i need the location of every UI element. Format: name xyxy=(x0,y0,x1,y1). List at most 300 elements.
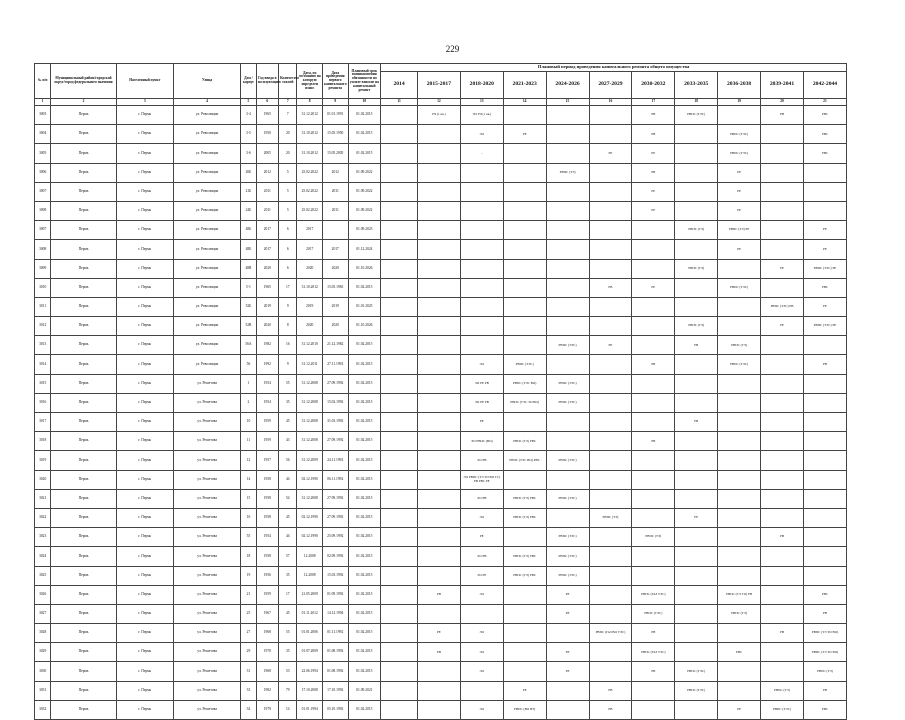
municipality-cell: Пермь xyxy=(51,624,116,643)
planned-work-cell xyxy=(803,413,846,432)
header-cell: Дом / корпус xyxy=(241,64,256,99)
planned-work-cell xyxy=(632,547,675,566)
build-year-cell: 1959 xyxy=(256,432,278,451)
build-year-cell: 2011 xyxy=(256,201,278,220)
settlement-cell: г. Пермь xyxy=(116,163,173,182)
planned-work-cell xyxy=(503,297,546,316)
planned-work-cell: РВ xyxy=(632,163,675,182)
build-year-cell: 1959 xyxy=(256,413,278,432)
build-year-cell: 2012 xyxy=(256,163,278,182)
planned-work-cell: РВС xyxy=(803,106,846,125)
planned-work-cell xyxy=(803,528,846,547)
house-cell: 12 xyxy=(241,451,256,470)
municipality-cell: Пермь xyxy=(51,528,116,547)
build-year-cell: 1965 xyxy=(256,106,278,125)
floors-cell: 44 xyxy=(279,528,297,547)
planned-work-cell xyxy=(503,624,546,643)
planned-work-cell xyxy=(718,451,761,470)
street-cell: ул. Решетова xyxy=(173,700,240,719)
year-header: 2042-2044 xyxy=(803,72,846,99)
municipality-cell: Пермь xyxy=(51,355,116,374)
column-number: 21 xyxy=(803,99,846,106)
year-header: 2033-2035 xyxy=(675,72,718,99)
planned-work-cell: РВПС (ТЭС ВО) РВС xyxy=(503,451,546,470)
build-year-cell: 1968 xyxy=(256,662,278,681)
floors-cell: 5 xyxy=(279,163,297,182)
planned-work-cell xyxy=(417,163,460,182)
house-cell: 14 xyxy=(241,470,256,489)
year-header: 2039-2041 xyxy=(761,72,804,99)
planned-work-cell xyxy=(460,240,503,259)
planned-work-cell: РВ xyxy=(632,662,675,681)
floors-cell: 43 xyxy=(279,432,297,451)
planned-work-cell: РВПС (ТЭ) xyxy=(546,163,589,182)
wear-date-cell: 2017 xyxy=(297,240,323,259)
planned-work-cell xyxy=(675,163,718,182)
planned-work-cell: ЭО РВПС (ВО) xyxy=(460,432,503,451)
street-cell: ул. Решетова xyxy=(173,547,240,566)
row-number: 3021 xyxy=(35,489,51,508)
contribution-date-cell: 01.02.2015 xyxy=(348,528,381,547)
wear-date-cell: 31.12.2008 xyxy=(297,432,323,451)
contribution-date-cell: 01.02.2015 xyxy=(348,106,381,125)
municipality-cell: Пермь xyxy=(51,508,116,527)
wear-date-cell: 2017 xyxy=(297,221,323,240)
planned-work-cell xyxy=(381,489,418,508)
planned-work-cell xyxy=(718,432,761,451)
planned-work-cell: РЕ xyxy=(632,144,675,163)
planned-work-cell xyxy=(761,355,804,374)
planned-work-cell: ЭО xyxy=(460,662,503,681)
header-cell: Населенный пункт xyxy=(116,64,173,99)
row-number: 3008 xyxy=(35,240,51,259)
contribution-date-cell: 01.09.2022 xyxy=(348,163,381,182)
settlement-cell: г. Пермь xyxy=(116,432,173,451)
house-cell: 19 xyxy=(241,566,256,585)
floors-cell: 53 xyxy=(279,662,297,681)
first-repair-date-cell: 01.01.1991 xyxy=(322,106,348,125)
planned-work-cell xyxy=(718,489,761,508)
floors-cell: 54 xyxy=(279,489,297,508)
planned-work-cell xyxy=(417,547,460,566)
table-row xyxy=(35,317,847,336)
planned-work-cell xyxy=(761,566,804,585)
planned-work-cell: РВПС (ТЭС) xyxy=(718,355,761,374)
planned-work-cell: РВС xyxy=(803,585,846,604)
house-cell: 33 xyxy=(241,681,256,700)
build-year-cell: 1959 xyxy=(256,585,278,604)
planned-work-cell: РЕ xyxy=(718,163,761,182)
planned-work-cell: РЕ xyxy=(546,643,589,662)
build-year-cell: 1958 xyxy=(256,470,278,489)
table-row xyxy=(35,240,847,259)
wear-date-cell: 31.12.2012 xyxy=(297,106,323,125)
planned-work-cell: РВПС (ТЭ) xyxy=(632,528,675,547)
build-year-cell: 1957 xyxy=(256,451,278,470)
header-cell: Дата, по состоянию на которую определен износ xyxy=(297,64,323,99)
planned-work-cell xyxy=(761,278,804,297)
planned-work-cell xyxy=(546,259,589,278)
column-number: 10 xyxy=(348,99,381,106)
planned-work-cell xyxy=(546,144,589,163)
column-number: 7 xyxy=(279,99,297,106)
row-number: 3005 xyxy=(35,144,51,163)
row-number: 3013 xyxy=(35,336,51,355)
municipality-cell: Пермь xyxy=(51,163,116,182)
planned-work-cell xyxy=(503,182,546,201)
contribution-date-cell: 01.02.2015 xyxy=(348,566,381,585)
planned-work-cell xyxy=(718,624,761,643)
floors-cell: 45 xyxy=(279,604,297,623)
planned-work-cell xyxy=(589,547,632,566)
floors-cell: 17 xyxy=(279,585,297,604)
planned-work-cell xyxy=(381,182,418,201)
build-year-cell: 1965 xyxy=(256,278,278,297)
planned-work-cell xyxy=(632,336,675,355)
contribution-date-cell: 01.10.2026 xyxy=(348,259,381,278)
planned-work-cell: РЕ xyxy=(589,336,632,355)
planned-work-cell xyxy=(761,547,804,566)
planned-work-cell: РВПС (ГАЗ ТЭС) xyxy=(632,585,675,604)
planned-work-cell xyxy=(632,393,675,412)
planned-work-cell xyxy=(381,240,418,259)
planned-work-cell xyxy=(546,106,589,125)
planned-work-cell: РВПС (ТЭС) xyxy=(503,355,546,374)
planned-work-cell: РВПС (ВО ВТ) xyxy=(503,700,546,719)
planned-work-cell: РВПС (ТЭС) РЕ xyxy=(803,317,846,336)
planned-work-cell: РВПС (ТЭС) xyxy=(546,547,589,566)
planned-work-cell: РВ xyxy=(803,604,846,623)
contribution-date-cell: 01.09.2022 xyxy=(348,182,381,201)
settlement-cell: г. Пермь xyxy=(116,240,173,259)
planned-work-cell: РЕ xyxy=(803,240,846,259)
first-repair-date-cell: 15.05.2005 xyxy=(322,144,348,163)
table-row xyxy=(35,432,847,451)
contribution-date-cell: 01.02.2015 xyxy=(348,700,381,719)
municipality-cell: Пермь xyxy=(51,470,116,489)
planned-work-cell xyxy=(589,393,632,412)
planned-work-cell xyxy=(460,221,503,240)
table-row xyxy=(35,624,847,643)
planned-work-cell xyxy=(803,489,846,508)
first-repair-date-cell: 2017 xyxy=(322,240,348,259)
planned-work-cell xyxy=(675,528,718,547)
planned-work-cell: РВС xyxy=(803,144,846,163)
settlement-cell: г. Пермь xyxy=(116,374,173,393)
planned-work-cell: РВ xyxy=(589,681,632,700)
planned-work-cell xyxy=(589,221,632,240)
planned-work-cell xyxy=(589,317,632,336)
municipality-cell: Пермь xyxy=(51,182,116,201)
planned-work-cell xyxy=(632,317,675,336)
planned-work-cell xyxy=(503,201,546,220)
municipality-cell: Пермь xyxy=(51,201,116,220)
planned-work-cell xyxy=(417,451,460,470)
planned-work-cell xyxy=(589,240,632,259)
first-repair-date-cell: 2011 xyxy=(322,201,348,220)
build-year-cell: 1958 xyxy=(256,547,278,566)
street-cell: ул. Революции xyxy=(173,355,240,374)
planned-work-cell xyxy=(460,163,503,182)
planned-work-cell: РВ xyxy=(632,355,675,374)
street-cell: ул. Революции xyxy=(173,317,240,336)
wear-date-cell: 31.12.2010 xyxy=(297,336,323,355)
house-cell: 10 xyxy=(241,413,256,432)
floors-cell: 57 xyxy=(279,547,297,566)
planned-work-cell xyxy=(589,489,632,508)
column-number: 14 xyxy=(503,99,546,106)
table-row xyxy=(35,489,847,508)
floors-cell: 5 xyxy=(279,201,297,220)
planned-work-cell xyxy=(761,451,804,470)
first-repair-date-cell: 17.10.1992 xyxy=(322,681,348,700)
planned-work-cell xyxy=(460,336,503,355)
planned-work-cell xyxy=(417,681,460,700)
year-header: 2015-2017 xyxy=(417,72,460,99)
planned-work-cell xyxy=(417,297,460,316)
street-cell: ул. Решетова xyxy=(173,374,240,393)
contribution-date-cell: 01.02.2015 xyxy=(348,413,381,432)
row-number: 3019 xyxy=(35,451,51,470)
planned-work-cell xyxy=(546,508,589,527)
street-cell: ул. Решетова xyxy=(173,624,240,643)
planned-work-cell: РЕ xyxy=(718,182,761,201)
planned-work-cell xyxy=(761,374,804,393)
planned-work-cell xyxy=(675,451,718,470)
planned-work-cell: РВПС (ТЭС) РВ xyxy=(761,297,804,316)
header-cell: Муниципальный район/городской округ/город федерального значения xyxy=(51,64,116,99)
house-cell: 3-6 xyxy=(241,144,256,163)
planned-work-cell xyxy=(761,336,804,355)
planned-work-cell xyxy=(417,201,460,220)
street-cell: ул. Решетова xyxy=(173,528,240,547)
planned-work-cell xyxy=(381,624,418,643)
floors-cell: 45 xyxy=(279,508,297,527)
planned-work-cell xyxy=(718,547,761,566)
municipality-cell: Пермь xyxy=(51,451,116,470)
planned-work-cell xyxy=(546,700,589,719)
row-number: 3026 xyxy=(35,585,51,604)
planned-work-cell: РЕ xyxy=(718,201,761,220)
planned-work-cell xyxy=(632,700,675,719)
planned-work-cell xyxy=(761,240,804,259)
planned-work-cell: РВ xyxy=(803,681,846,700)
house-cell: 2 xyxy=(241,393,256,412)
street-cell: ул. Революции xyxy=(173,259,240,278)
street-cell: ул. Решетова xyxy=(173,585,240,604)
house-cell: 16 xyxy=(241,508,256,527)
municipality-cell: Пермь xyxy=(51,432,116,451)
build-year-cell: 1982 xyxy=(256,681,278,700)
planned-work-cell xyxy=(546,182,589,201)
wear-date-cell: 02.12.1990 xyxy=(297,470,323,489)
planned-work-cell xyxy=(675,624,718,643)
table-row xyxy=(35,681,847,700)
planned-work-cell xyxy=(546,240,589,259)
planned-work-cell xyxy=(381,163,418,182)
planned-work-cell xyxy=(381,566,418,585)
settlement-cell: г. Пермь xyxy=(116,355,173,374)
house-cell: 52В xyxy=(241,317,256,336)
house-cell: 20Б xyxy=(241,163,256,182)
street-cell: ул. Решетова xyxy=(173,566,240,585)
planned-work-cell: РЕ xyxy=(718,240,761,259)
table-row xyxy=(35,336,847,355)
planned-work-cell xyxy=(381,604,418,623)
planned-work-cell: ЭО РВПС (ТЭ ТО ВО ГС) РВ РВС РЕ xyxy=(460,470,503,489)
contribution-date-cell: 01.12.2024 xyxy=(348,240,381,259)
column-number: 20 xyxy=(761,99,804,106)
table-row xyxy=(35,297,847,316)
contribution-date-cell: 01.02.2015 xyxy=(348,393,381,412)
street-cell: ул. Революции xyxy=(173,163,240,182)
planned-work-cell xyxy=(503,662,546,681)
street-cell: ул. Решетова xyxy=(173,451,240,470)
planned-work-cell xyxy=(589,259,632,278)
settlement-cell: г. Пермь xyxy=(116,662,173,681)
planned-work-cell xyxy=(381,585,418,604)
planned-work-cell xyxy=(381,528,418,547)
year-header: 2024-2026 xyxy=(546,72,589,99)
first-repair-date-cell: 15.03.1992 xyxy=(322,566,348,585)
row-number: 3017 xyxy=(35,413,51,432)
street-cell: ул. Решетова xyxy=(173,393,240,412)
first-repair-date-cell: 27.11.1992 xyxy=(322,355,348,374)
planned-work-cell xyxy=(381,144,418,163)
first-repair-date-cell: 27.09.1992 xyxy=(322,374,348,393)
header-cell: Дата проведения первого капитального ремонта xyxy=(322,64,348,99)
planned-work-cell xyxy=(675,278,718,297)
column-number: 12 xyxy=(417,99,460,106)
column-number: 18 xyxy=(675,99,718,106)
first-repair-date-cell: 2012 xyxy=(322,163,348,182)
planned-work-cell xyxy=(761,662,804,681)
first-repair-date-cell: 2020 xyxy=(322,259,348,278)
contribution-date-cell: 01.10.2026 xyxy=(348,317,381,336)
planned-work-cell xyxy=(417,662,460,681)
municipality-cell: Пермь xyxy=(51,125,116,144)
planned-work-cell xyxy=(761,413,804,432)
planned-work-cell xyxy=(761,163,804,182)
planned-work-cell xyxy=(417,528,460,547)
column-number: 19 xyxy=(718,99,761,106)
settlement-cell: г. Пермь xyxy=(116,528,173,547)
planned-work-cell: РЕ xyxy=(761,259,804,278)
first-repair-date-cell xyxy=(322,221,348,240)
first-repair-date-cell: 14.12.1994 xyxy=(322,604,348,623)
row-number: 3032 xyxy=(35,700,51,719)
planned-work-cell xyxy=(546,278,589,297)
planned-work-cell xyxy=(761,201,804,220)
planned-work-cell: ЭО РЧ (1 кв.) xyxy=(460,106,503,125)
planned-work-cell xyxy=(718,470,761,489)
planned-work-cell xyxy=(589,163,632,182)
planned-work-cell: РВПС (ТЭ) РВС xyxy=(503,547,546,566)
planned-work-cell xyxy=(589,662,632,681)
planned-work-cell xyxy=(803,432,846,451)
planned-work-cell xyxy=(381,643,418,662)
settlement-cell: г. Пермь xyxy=(116,317,173,336)
settlement-cell: г. Пермь xyxy=(116,451,173,470)
first-repair-date-cell: 05.10.1992 xyxy=(322,700,348,719)
table-row xyxy=(35,201,847,220)
planned-work-cell xyxy=(589,432,632,451)
build-year-cell: 2017 xyxy=(256,240,278,259)
build-year-cell: 1979 xyxy=(256,700,278,719)
planned-work-cell xyxy=(718,259,761,278)
planned-work-cell: - xyxy=(460,144,503,163)
planned-work-cell: ЭО РЕ xyxy=(460,566,503,585)
planned-work-cell xyxy=(417,144,460,163)
header-cell: Количество этажей xyxy=(279,64,297,99)
wear-date-cell: 31.12.2008 xyxy=(297,374,323,393)
house-cell: 48Б xyxy=(241,240,256,259)
planned-work-cell: РЕ xyxy=(546,585,589,604)
table-row xyxy=(35,604,847,623)
planned-work-cell: РВПС (ГАЗ ТЭС) xyxy=(632,643,675,662)
planned-work-cell xyxy=(417,374,460,393)
row-number: 3011 xyxy=(35,297,51,316)
street-cell: ул. Революции xyxy=(173,240,240,259)
planned-work-cell xyxy=(417,355,460,374)
year-header: 2018-2020 xyxy=(460,72,503,99)
planned-work-cell xyxy=(718,374,761,393)
build-year-cell: 2020 xyxy=(256,259,278,278)
wear-date-cell: 31.12.2009 xyxy=(297,451,323,470)
municipality-cell: Пермь xyxy=(51,547,116,566)
planned-work-cell: РВПС (ТЭС) xyxy=(675,662,718,681)
house-cell: 15 xyxy=(241,489,256,508)
planned-work-cell: РЕ xyxy=(803,297,846,316)
planned-work-cell xyxy=(589,470,632,489)
contribution-date-cell: 01.02.2015 xyxy=(348,624,381,643)
floors-cell: 8 xyxy=(279,317,297,336)
planned-work-cell xyxy=(460,317,503,336)
settlement-cell: г. Пермь xyxy=(116,336,173,355)
row-number: 3022 xyxy=(35,508,51,527)
planned-work-cell: ЭО РВ xyxy=(460,489,503,508)
planned-work-cell xyxy=(675,700,718,719)
first-repair-date-cell: 01.08.1992 xyxy=(322,662,348,681)
municipality-cell: Пермь xyxy=(51,374,116,393)
street-cell: ул. Решетова xyxy=(173,604,240,623)
planned-work-cell xyxy=(761,585,804,604)
street-cell: ул. Революции xyxy=(173,106,240,125)
planned-work-cell xyxy=(417,125,460,144)
first-repair-date-cell: 15.05.1950 xyxy=(322,125,348,144)
planned-work-cell: РВ xyxy=(417,643,460,662)
municipality-cell: Пермь xyxy=(51,297,116,316)
row-number: 3015 xyxy=(35,374,51,393)
floors-cell: 55 xyxy=(279,624,297,643)
planned-work-cell xyxy=(675,297,718,316)
planned-work-cell: ЭО РЕ РВ xyxy=(460,393,503,412)
planned-work-cell xyxy=(675,240,718,259)
first-repair-date-cell: 25.09.1992 xyxy=(322,528,348,547)
planned-work-cell xyxy=(381,336,418,355)
planned-work-cell xyxy=(546,355,589,374)
municipality-cell: Пермь xyxy=(51,317,116,336)
wear-date-cell: 25.02.2022 xyxy=(297,182,323,201)
wear-date-cell: 01.01.1994 xyxy=(297,700,323,719)
table-body xyxy=(35,106,847,720)
planned-work-cell: РЕ xyxy=(546,662,589,681)
planned-work-cell xyxy=(503,470,546,489)
street-cell: ул. Решетова xyxy=(173,470,240,489)
planned-work-cell: РВПС (ТЭ) xyxy=(803,662,846,681)
floors-cell: 9 xyxy=(279,355,297,374)
municipality-cell: Пермь xyxy=(51,662,116,681)
